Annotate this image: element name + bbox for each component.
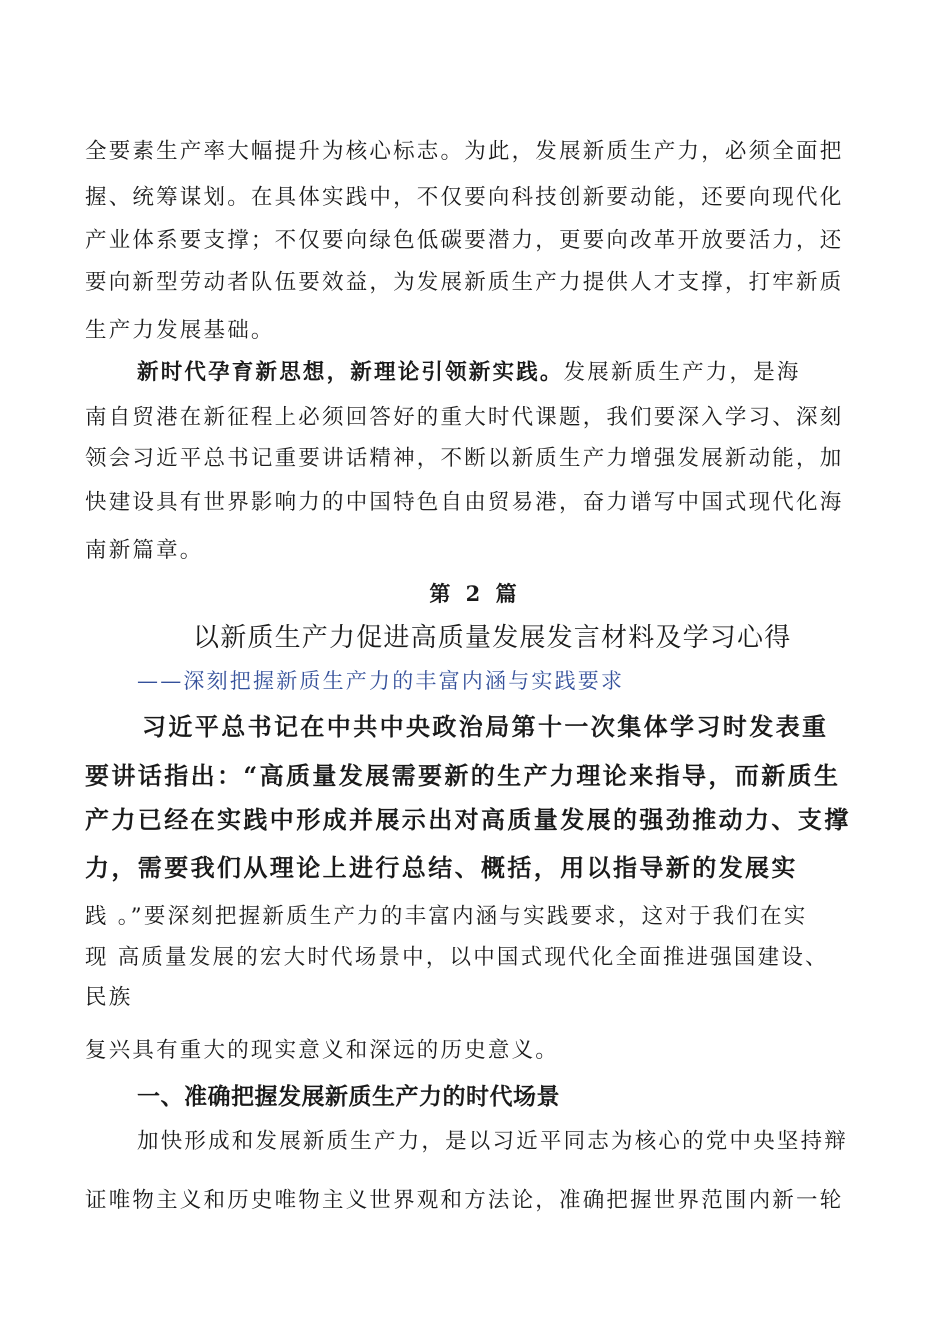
chapter-label: 第 2 篇 — [429, 581, 521, 606]
paragraph-line: 产业体系要支撑；不仅要向绿色低碳要潜力，更要向改革开放要活力，还 — [85, 228, 844, 253]
paragraph-line: 南新篇章。 — [85, 538, 204, 563]
paragraph-line — [137, 355, 801, 386]
paragraph-line: 民族 — [85, 985, 133, 1010]
section-heading: 一、准确把握发展新质生产力的时代场景 — [137, 1084, 560, 1110]
paragraph-line: 要向新型劳动者队伍要效益，为发展新质生产力提供人才支撑，打牢新质 — [85, 270, 844, 295]
document-title: 以新质生产力促进高质量发展发言材料及学习心得 — [193, 623, 792, 653]
paragraph-line: 全要素生产率大幅提升为核心标志。为此，发展新质生产力，必须全面把 — [85, 139, 844, 164]
paragraph-line: 握、统筹谋划。在具体实践中，不仅要向科技创新要动能，还要向现代化 — [85, 185, 844, 210]
lead-rest: 发展新质生产力，是海 — [563, 360, 801, 385]
quote-line: 要讲话指出：“高质量发展需要新的生产力理论来指导，而新质生 — [85, 761, 841, 790]
bold-lead: 新时代孕育新思想，新理论引领新实践。 — [137, 360, 564, 385]
quote-line: 产力已经在实践中形成并展示出对高质量发展的强劲推动力、支撑 — [85, 805, 851, 834]
quote-line: 力，需要我们从理论上进行总结、概括，用以指导新的发展实 — [85, 853, 798, 882]
document-subtitle: ——深刻把握新质生产力的丰富内涵与实践要求 — [137, 669, 625, 693]
paragraph-line: 领会习近平总书记重要讲话精神，不断以新质生产力增强发展新动能，加 — [85, 446, 844, 471]
paragraph-line: 加快形成和发展新质生产力，是以习近平同志为核心的党中央坚持辩 — [137, 1129, 849, 1154]
paragraph-line: 践 。”要深刻把握新质生产力的丰富内涵与实践要求，这对于我们在实 — [85, 904, 808, 929]
paragraph-line: 现 高质量发展的宏大时代场景中，以中国式现代化全面推进强国建设、 — [85, 945, 829, 970]
paragraph-line: 快建设具有世界影响力的中国特色自由贸易港，奋力谱写中国式现代化海 — [85, 490, 844, 515]
quote-line: 习近平总书记在中共中央政治局第十一次集体学习时发表重 — [142, 712, 829, 741]
paragraph-line: 南自贸港在新征程上必须回答好的重大时代课题，我们要深入学习、深刻 — [85, 405, 844, 430]
paragraph-line: 生产力发展基础。 — [85, 318, 275, 343]
paragraph-line: 复兴具有重大的现实意义和深远的历史意义。 — [85, 1038, 560, 1063]
paragraph-line: 证唯物主义和历史唯物主义世界观和方法论，准确把握世界范围内新一轮 — [85, 1188, 844, 1213]
